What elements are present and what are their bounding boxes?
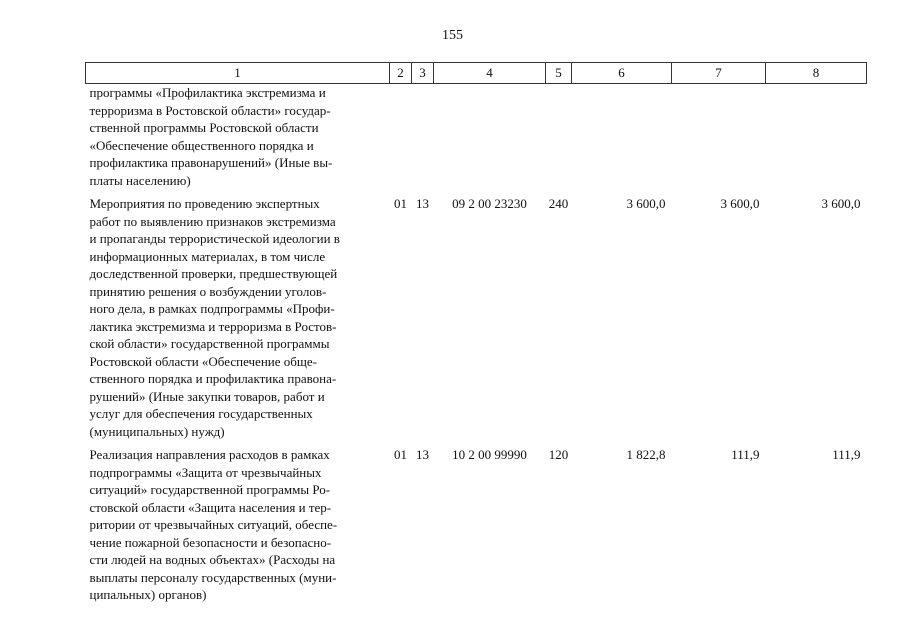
description-line: сти людей на водных объектах» (Расходы на [89, 552, 336, 567]
column-header-6: 6 [572, 63, 672, 84]
column-header-4: 4 [434, 63, 546, 84]
description-line: Ростовской области «Обеспечение обще- [89, 353, 317, 369]
cell-expense-type [546, 84, 572, 196]
column-header-1: 1 [86, 63, 390, 84]
table-body [86, 84, 867, 610]
column-header-7: 7 [672, 63, 766, 84]
column-header-8: 8 [766, 63, 867, 84]
description-line: (муниципальных) нужд) [89, 423, 225, 439]
description-line: ситуаций» государственной программы Ро- [89, 482, 331, 497]
column-header-5: 5 [546, 63, 572, 84]
description-line: ного дела, в рамках подпрограммы «Профи- [89, 301, 335, 316]
description-line: Реализация направления расходов в рамках [89, 447, 330, 462]
description-line: профилактика правонарушений» (Иные вы- [89, 155, 333, 170]
cell-amount-col8: 3 600,0 [821, 196, 861, 211]
description-line: лактика экстремизма и терроризма в Ростов- [89, 318, 337, 334]
description-line: «Обеспечение общественного порядка и [89, 137, 314, 153]
cell-subsection [412, 84, 434, 196]
cell-section: 01 [394, 196, 407, 211]
description-line: информационных материалах, в том числе [89, 248, 326, 264]
description-line: принятию решения о возбуждении уголов- [89, 283, 327, 299]
cell-target-article: 10 2 00 99990 [452, 447, 527, 462]
column-header-2: 2 [390, 63, 412, 84]
cell-amount-col7: 111,9 [731, 447, 760, 462]
description-line: работ по выявлению признаков экстремизма [89, 213, 336, 229]
row-description [86, 446, 390, 610]
description-line: выплаты персоналу государственных (муни- [89, 569, 337, 585]
description-line: Мероприятия по проведению экспертных [89, 196, 320, 211]
table-header-row [86, 63, 867, 84]
cell-amount-col6: 3 600,0 [626, 196, 666, 211]
description-line: услуг для обеспечения государственных [89, 406, 313, 421]
description-line: рушений» (Иные закупки товаров, работ и [89, 388, 325, 404]
description-line: терроризма в Ростовской области» государ- [89, 102, 331, 118]
row-description [86, 84, 390, 196]
row-description [86, 195, 390, 446]
description-line: программы «Профилактика экстремизма и [89, 85, 326, 100]
description-line: и пропаганды террористической идеологии в [89, 231, 340, 246]
cell-amount-col7 [672, 84, 766, 196]
description-line: ственного порядка и профилактика правона- [89, 371, 337, 386]
cell-amount-col6: 1 822,8 [626, 447, 666, 462]
cell-expense-type: 120 [548, 447, 569, 462]
description-line: подпрограммы «Защита от чрезвычайных [89, 464, 322, 480]
cell-subsection: 13 [416, 447, 429, 462]
description-line: стовской области «Защита населения и тер- [89, 499, 332, 515]
table-row [86, 446, 867, 610]
cell-target-article: 09 2 00 23230 [452, 196, 527, 211]
cell-expense-type: 240 [548, 196, 569, 211]
cell-section: 01 [394, 447, 407, 462]
description-line: ской области» государственной программы [89, 336, 330, 351]
description-line: доследственной проверки, предшествующей [89, 266, 338, 281]
cell-amount-col7: 3 600,0 [720, 196, 760, 211]
description-line: ципальных) органов) [89, 587, 207, 602]
page-number: 155 [442, 28, 463, 43]
budget-table [85, 62, 867, 610]
cell-amount-col8 [766, 84, 867, 196]
cell-target-article [434, 84, 546, 196]
column-header-3: 3 [412, 63, 434, 84]
cell-amount-col6 [572, 84, 672, 196]
description-line: ритории от чрезвычайных ситуаций, обеспе- [89, 517, 338, 532]
table-row [86, 84, 867, 196]
description-line: ственной программы Ростовской области [89, 120, 319, 135]
description-line: платы населению) [89, 172, 191, 188]
cell-section [390, 84, 412, 196]
cell-subsection: 13 [416, 196, 429, 211]
table-row [86, 195, 867, 446]
cell-amount-col8: 111,9 [832, 447, 861, 462]
description-line: чение пожарной безопасности и безопасно- [89, 534, 332, 550]
